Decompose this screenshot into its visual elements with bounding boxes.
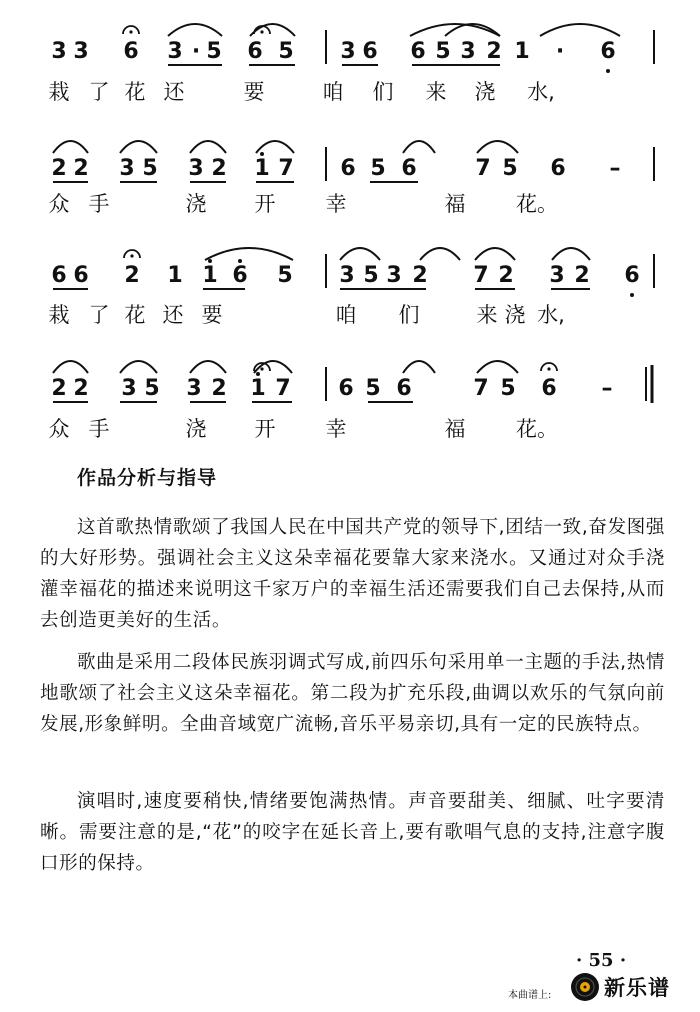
lyric-syllable: 幸 <box>325 192 347 216</box>
lyric-syllable: 手 <box>88 192 110 216</box>
note-digit: 6 <box>362 39 378 64</box>
note-digit: 2 <box>211 376 227 401</box>
high-octave-dot <box>260 152 264 156</box>
lyric-syllable: 来 <box>425 80 447 104</box>
note-digit: 6 <box>73 263 89 288</box>
lyric-syllable: 幸 <box>325 417 347 441</box>
lyric-syllable: 开 <box>254 417 276 441</box>
note-digit: 6 <box>410 39 426 64</box>
fermata-dot <box>260 367 263 370</box>
note-digit: 3 <box>188 156 204 181</box>
slur <box>250 24 295 36</box>
note-digit: 6 <box>51 263 67 288</box>
note-digit: 5 <box>277 263 293 288</box>
slur <box>120 361 157 373</box>
note-digit: 6 <box>401 156 417 181</box>
high-octave-dot <box>238 259 242 263</box>
note-digit: 6 <box>247 39 263 64</box>
note-digit: 6 <box>232 263 248 288</box>
slur <box>168 24 222 36</box>
note-digit: 3 <box>386 263 402 288</box>
lyric-syllable: 还 <box>163 80 185 104</box>
lyric-syllable: 还 <box>162 303 184 327</box>
slur <box>190 361 226 373</box>
note-digit: 2 <box>51 156 67 181</box>
lyric-syllable: 开 <box>254 192 276 216</box>
jianpu-score <box>0 0 700 460</box>
note-digit: 5 <box>435 39 451 64</box>
slur <box>540 24 620 36</box>
note-digit: 7 <box>473 376 489 401</box>
lyric-syllable: 水, <box>537 303 565 327</box>
note-digit: 3 <box>121 376 137 401</box>
note-digit: 3 <box>51 39 67 64</box>
slur <box>53 361 88 373</box>
lyric-syllable: 花。 <box>516 192 558 216</box>
note-digit: 1 <box>167 263 183 288</box>
lyric-syllable: 浇 <box>504 303 526 327</box>
source-text: 本曲谱上: <box>508 990 552 1001</box>
lyric-syllable: 栽 <box>48 80 70 104</box>
note-digit: 5 <box>142 156 158 181</box>
slur <box>420 248 460 260</box>
note-digit: 7 <box>473 263 489 288</box>
note-digit: 2 <box>124 263 140 288</box>
note-digit: 1 <box>250 376 266 401</box>
analysis-paragraph-1: 这首歌热情歌颂了我国人民在中国共产党的领导下,团结一致,奋发图强的大好形势。强调社会主义这朵幸福花要靠大家来浇水。又通过对众手浇灌幸福花的描述来说明这千家万户的幸福生活还需要我们自己去保持,从而去创造更美好的生活。 <box>40 517 665 631</box>
lyric-syllable: 来 <box>476 303 498 327</box>
analysis-paragraph-2: 歌曲是采用二段体民族羽调式写成,前四乐句采用单一主题的手法,热情地歌颂了社会主义这朵幸福花。第二段为扩充乐段,曲调以欢乐的气氛向前发展,形象鲜明。全曲音域宽广流畅,音乐平易亲切,具有一定的民族特点。 <box>40 652 665 735</box>
note-digit: 1 <box>254 156 270 181</box>
low-octave-dot <box>606 69 610 73</box>
note-digit: 2 <box>574 263 590 288</box>
note-digit: 5 <box>278 39 294 64</box>
high-octave-dot <box>256 372 260 376</box>
slur <box>205 248 293 260</box>
slur <box>340 248 380 260</box>
lyric-syllable: 咱 <box>335 303 357 327</box>
lyric-syllable: 花。 <box>516 417 558 441</box>
record-disc-icon <box>570 972 600 1002</box>
note-digit: – <box>609 156 621 181</box>
page-number: · 55 · <box>576 950 627 971</box>
note-digit: 6 <box>340 156 356 181</box>
slur <box>475 248 515 260</box>
slur <box>477 141 518 153</box>
note-digit: 2 <box>498 263 514 288</box>
note-digit: 1 <box>202 263 218 288</box>
note-digit: 3 <box>167 39 183 64</box>
note-digit: · <box>555 39 565 64</box>
note-digit: 2 <box>486 39 502 64</box>
note-digit: · <box>191 39 201 64</box>
score-canvas <box>0 0 700 460</box>
note-digit: 3 <box>186 376 202 401</box>
lyric-syllable: 众 <box>48 192 70 216</box>
note-digit: 5 <box>365 376 381 401</box>
lyric-syllable: 福 <box>444 192 466 216</box>
lyric-syllable: 浇 <box>185 417 207 441</box>
lyric-syllable: 要 <box>201 303 223 327</box>
note-digit: 6 <box>541 376 557 401</box>
lyric-syllable: 咱 <box>322 80 344 104</box>
note-digit: 2 <box>51 376 67 401</box>
lyric-syllable: 手 <box>88 417 110 441</box>
analysis-heading: 作品分析与指导 <box>77 467 218 489</box>
note-digit: 2 <box>211 156 227 181</box>
note-digit: 3 <box>549 263 565 288</box>
note-digit: 6 <box>123 39 139 64</box>
note-digit: 5 <box>500 376 516 401</box>
note-digit: 3 <box>339 263 355 288</box>
slur <box>120 141 157 153</box>
fermata-dot <box>129 30 132 33</box>
low-octave-dot <box>630 293 634 297</box>
note-digit: 7 <box>278 156 294 181</box>
slur <box>53 141 88 153</box>
lyric-syllable: 栽 <box>48 303 70 327</box>
note-digit: 6 <box>550 156 566 181</box>
lyric-syllable: 要 <box>243 80 265 104</box>
note-digit: 5 <box>370 156 386 181</box>
logo-text: 新乐谱 <box>604 976 670 1000</box>
note-digit: 5 <box>363 263 379 288</box>
lyric-syllable: 浇 <box>474 80 496 104</box>
slur <box>190 141 226 153</box>
lyric-syllable: 了 <box>88 80 110 104</box>
note-digit: 2 <box>412 263 428 288</box>
note-digit: – <box>601 376 613 401</box>
lyric-syllable: 们 <box>372 80 394 104</box>
note-digit: 6 <box>338 376 354 401</box>
note-digit: 7 <box>275 376 291 401</box>
note-digit: 2 <box>73 156 89 181</box>
site-logo <box>570 972 670 1002</box>
note-digit: 5 <box>206 39 222 64</box>
note-digit: 1 <box>514 39 530 64</box>
lyric-syllable: 了 <box>88 303 110 327</box>
high-octave-dot <box>208 259 212 263</box>
note-digit: 6 <box>624 263 640 288</box>
lyric-syllable: 花 <box>124 80 146 104</box>
note-digit: 6 <box>396 376 412 401</box>
lyric-syllable: 水, <box>527 80 555 104</box>
note-digit: 3 <box>73 39 89 64</box>
fermata-dot <box>260 30 263 33</box>
note-digit: 7 <box>475 156 491 181</box>
note-digit: 2 <box>73 376 89 401</box>
fermata-dot <box>547 367 550 370</box>
note-digit: 3 <box>460 39 476 64</box>
lyric-syllable: 浇 <box>185 192 207 216</box>
note-digit: 6 <box>600 39 616 64</box>
lyric-syllable: 们 <box>398 303 420 327</box>
note-digit: 3 <box>119 156 135 181</box>
lyric-syllable: 花 <box>124 303 146 327</box>
slur <box>552 248 590 260</box>
slur <box>256 141 294 153</box>
fermata-dot <box>130 254 133 257</box>
lyric-syllable: 福 <box>444 417 466 441</box>
slur <box>403 361 435 373</box>
note-digit: 5 <box>502 156 518 181</box>
note-digit: 5 <box>144 376 160 401</box>
slur <box>403 141 435 153</box>
lyric-syllable: 众 <box>48 417 70 441</box>
note-digit: 3 <box>340 39 356 64</box>
slur <box>477 361 518 373</box>
analysis-paragraph-3: 演唱时,速度要稍快,情绪要饱满热情。声音要甜美、细腻、吐字要清晰。需要注意的是,“花”的咬字在延长音上,要有歌唱气息的支持,注意字腹口形的保持。 <box>40 791 665 874</box>
